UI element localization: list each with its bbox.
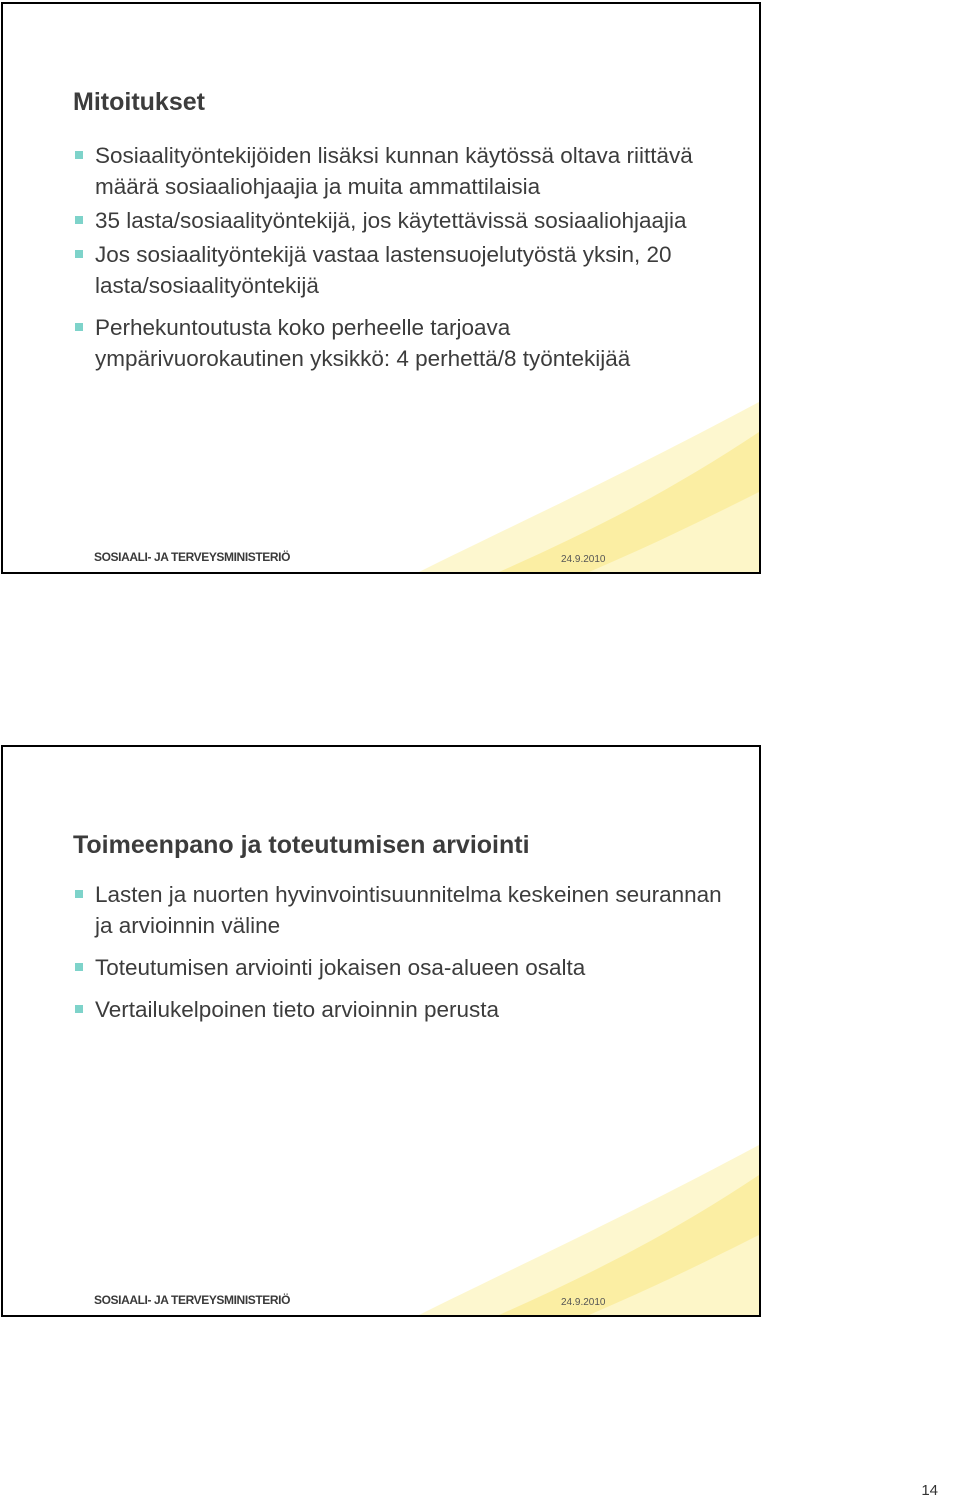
slide-date: 24.9.2010 (561, 1297, 606, 1308)
square-bullet-icon (75, 250, 83, 258)
list-item (73, 312, 723, 374)
list-item-text: Jos sosiaalityöntekijä vastaa lastensuojelutyöstä yksin, 20 lasta/sosiaalityöntekijä (95, 242, 672, 298)
list-item (73, 879, 723, 941)
ministry-logo: SOSIAALI- JA TERVEYSMINISTERIÖ (94, 1293, 291, 1307)
list-item-text: Perhekuntoutusta koko perheelle tarjoava ympärivuorokautinen yksikkö: 4 perhettä/8 työntekijää (95, 315, 631, 371)
square-bullet-icon (75, 1005, 83, 1013)
decorative-swoosh (359, 1135, 759, 1315)
square-bullet-icon (75, 963, 83, 971)
square-bullet-icon (75, 216, 83, 224)
list-item-text: Vertailukelpoinen tieto arvioinnin perusta (95, 997, 500, 1022)
square-bullet-icon (75, 323, 83, 331)
list-item-text: Lasten ja nuorten hyvinvointisuunnitelma keskeinen seurannan ja arvioinnin väline (95, 882, 722, 938)
square-bullet-icon (75, 890, 83, 898)
ministry-logo: SOSIAALI- JA TERVEYSMINISTERIÖ (94, 550, 291, 564)
slide-title: Mitoitukset (73, 88, 205, 116)
bullet-list (73, 140, 723, 374)
list-item (73, 205, 723, 236)
slide-1 (1, 2, 761, 574)
list-item-text: Toteutumisen arviointi jokaisen osa-alueen osalta (95, 955, 586, 980)
list-item (73, 239, 723, 301)
slide-2 (1, 745, 761, 1317)
list-item (73, 952, 723, 983)
bullet-list (73, 879, 723, 1025)
square-bullet-icon (75, 151, 83, 159)
list-item (73, 140, 723, 202)
page-number: 14 (921, 1482, 938, 1499)
decorative-swoosh (359, 392, 759, 572)
list-item-text: Sosiaalityöntekijöiden lisäksi kunnan käytössä oltava riittävä määrä sosiaaliohjaajia ja muita ammattilaisia (95, 143, 693, 199)
slide-date: 24.9.2010 (561, 554, 606, 565)
slide-title: Toimeenpano ja toteutumisen arviointi (73, 831, 530, 859)
list-item (73, 994, 723, 1025)
list-item-text: 35 lasta/sosiaalityöntekijä, jos käytettävissä sosiaaliohjaajia (95, 208, 687, 233)
